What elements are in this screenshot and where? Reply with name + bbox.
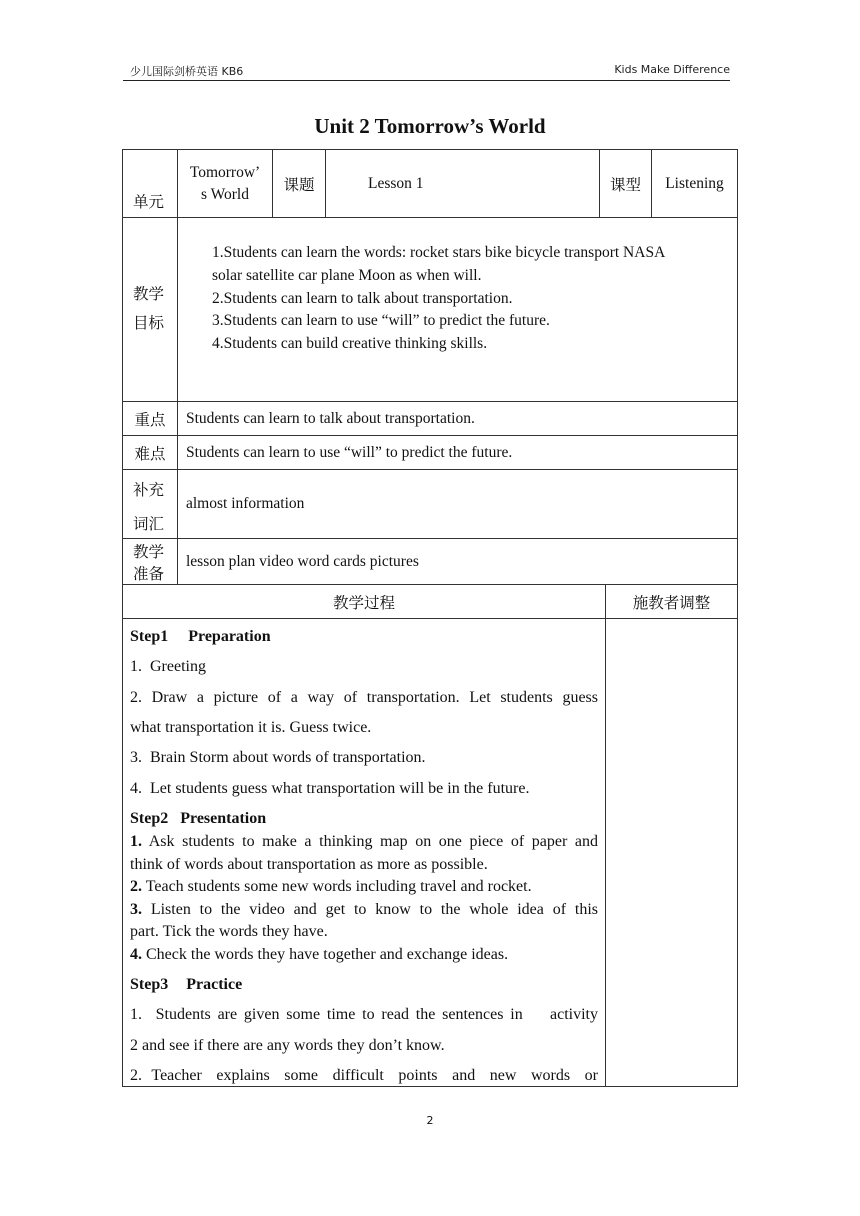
difficulty-value: Students can learn to use “will” to predict the future. (186, 443, 513, 461)
unit-label-cell (122, 149, 178, 218)
unit-value-line2: s World (201, 185, 249, 203)
step1-title: Preparation (188, 628, 271, 645)
type-label-cell (599, 149, 652, 218)
step2-item-text: Teach students some new words including travel and rocket. (142, 878, 532, 895)
adjustment-body-cell (605, 618, 738, 1087)
page-title: Unit 2 Tomorrow’s World (314, 114, 546, 138)
step1-number: Step1 (130, 628, 169, 645)
topic-value: Lesson 1 (368, 174, 424, 192)
step1-item: what transportation it is. Guess twice. (130, 719, 372, 736)
key-point-value: Students can learn to talk about transportation. (186, 409, 475, 427)
step3-title: Practice (186, 976, 243, 993)
step2-item-number: 2. (130, 878, 142, 895)
vocab-label-line2: 词汇 (133, 515, 165, 533)
step2-number: Step2 (130, 810, 169, 827)
step1-item: 2. Draw a picture of a way of transportation. Let students guess (130, 689, 598, 706)
process-header-right-cell (605, 584, 738, 619)
topic-value-cell (325, 149, 600, 218)
page-header-left: 少儿国际剑桥英语 KB6 (130, 65, 244, 78)
type-value: Listening (665, 174, 724, 192)
step2-heading (130, 810, 266, 828)
page-number: 2 (426, 1114, 434, 1127)
step2-item-number: 4. (130, 946, 142, 963)
step3-heading (130, 976, 242, 994)
step2-item-number: 3. (130, 901, 142, 918)
step1-item: 4. Let students guess what transportation will be in the future. (130, 780, 530, 797)
prep-value: lesson plan video word cards pictures (186, 552, 419, 570)
step2-item (130, 878, 532, 896)
step2-item-text: Listen to the video and get to know to the whole idea of this (142, 901, 598, 918)
process-header-left-cell (122, 584, 606, 619)
step2-title: Presentation (180, 810, 267, 827)
process-header-right: 施教者调整 (632, 593, 711, 612)
header-rule (123, 80, 730, 81)
step3-item: 2. Teacher explains some difficult points and new words or (130, 1067, 598, 1084)
difficulty-value-cell (177, 435, 738, 470)
objectives-label-line2: 目标 (133, 314, 165, 332)
step2-item-text: Check the words they have together and exchange ideas. (142, 946, 509, 963)
objectives-value-cell (177, 217, 738, 402)
objective-line: 2.Students can learn to talk about transportation. (212, 290, 513, 307)
step2-item (130, 946, 508, 964)
objective-line: solar satellite car plane Moon as when will. (212, 267, 482, 284)
step3-number: Step3 (130, 976, 169, 993)
step2-item (130, 856, 488, 874)
prep-label-line1: 教学 (133, 543, 165, 561)
vocab-label-line1: 补充 (133, 481, 165, 499)
objective-line: 4.Students can build creative thinking skills. (212, 335, 488, 352)
process-header-left: 教学过程 (332, 593, 395, 612)
step3-item: 1. Students are given some time to read the sentences in activity (130, 1006, 598, 1023)
type-label: 课型 (609, 175, 641, 194)
vocab-value-cell (177, 469, 738, 539)
step1-item: 1. Greeting (130, 658, 206, 675)
step2-item-text: think of words about transportation as more as possible. (130, 856, 488, 873)
difficulty-label-cell (122, 435, 178, 470)
key-point-value-cell (177, 401, 738, 436)
step3-item: 2 and see if there are any words they don’t know. (130, 1037, 445, 1054)
key-point-label-cell (122, 401, 178, 436)
step2-item-number: 1. (130, 833, 142, 850)
topic-label: 课题 (283, 175, 315, 194)
objectives-label-line1: 教学 (133, 285, 165, 303)
step1-heading (130, 628, 271, 646)
step2-item (130, 833, 598, 851)
step2-item-text: part. Tick the words they have. (130, 923, 328, 940)
step1-item: 3. Brain Storm about words of transportation. (130, 749, 426, 766)
prep-value-cell (177, 538, 738, 585)
objectives-label-cell (122, 217, 178, 402)
step2-item (130, 901, 598, 919)
step2-item (130, 923, 328, 941)
difficulty-label: 难点 (134, 444, 166, 463)
page-header-right: Kids Make Difference (614, 63, 730, 76)
unit-value-cell (177, 149, 273, 218)
prep-label-line2: 准备 (133, 565, 165, 583)
type-value-cell (651, 149, 738, 218)
unit-value-line1: Tomorrow’ (189, 163, 261, 181)
objective-line: 1.Students can learn the words: rocket stars bike bicycle transport NASA (212, 244, 666, 261)
vocab-label-cell (122, 469, 178, 539)
unit-label: 单元 (133, 193, 165, 211)
topic-label-cell (272, 149, 326, 218)
step2-item-text: Ask students to make a thinking map on one piece of paper and (142, 833, 598, 850)
objective-line: 3.Students can learn to use “will” to predict the future. (212, 312, 550, 329)
prep-label-cell (122, 538, 178, 585)
key-point-label: 重点 (134, 410, 166, 429)
vocab-value: almost information (186, 495, 305, 512)
